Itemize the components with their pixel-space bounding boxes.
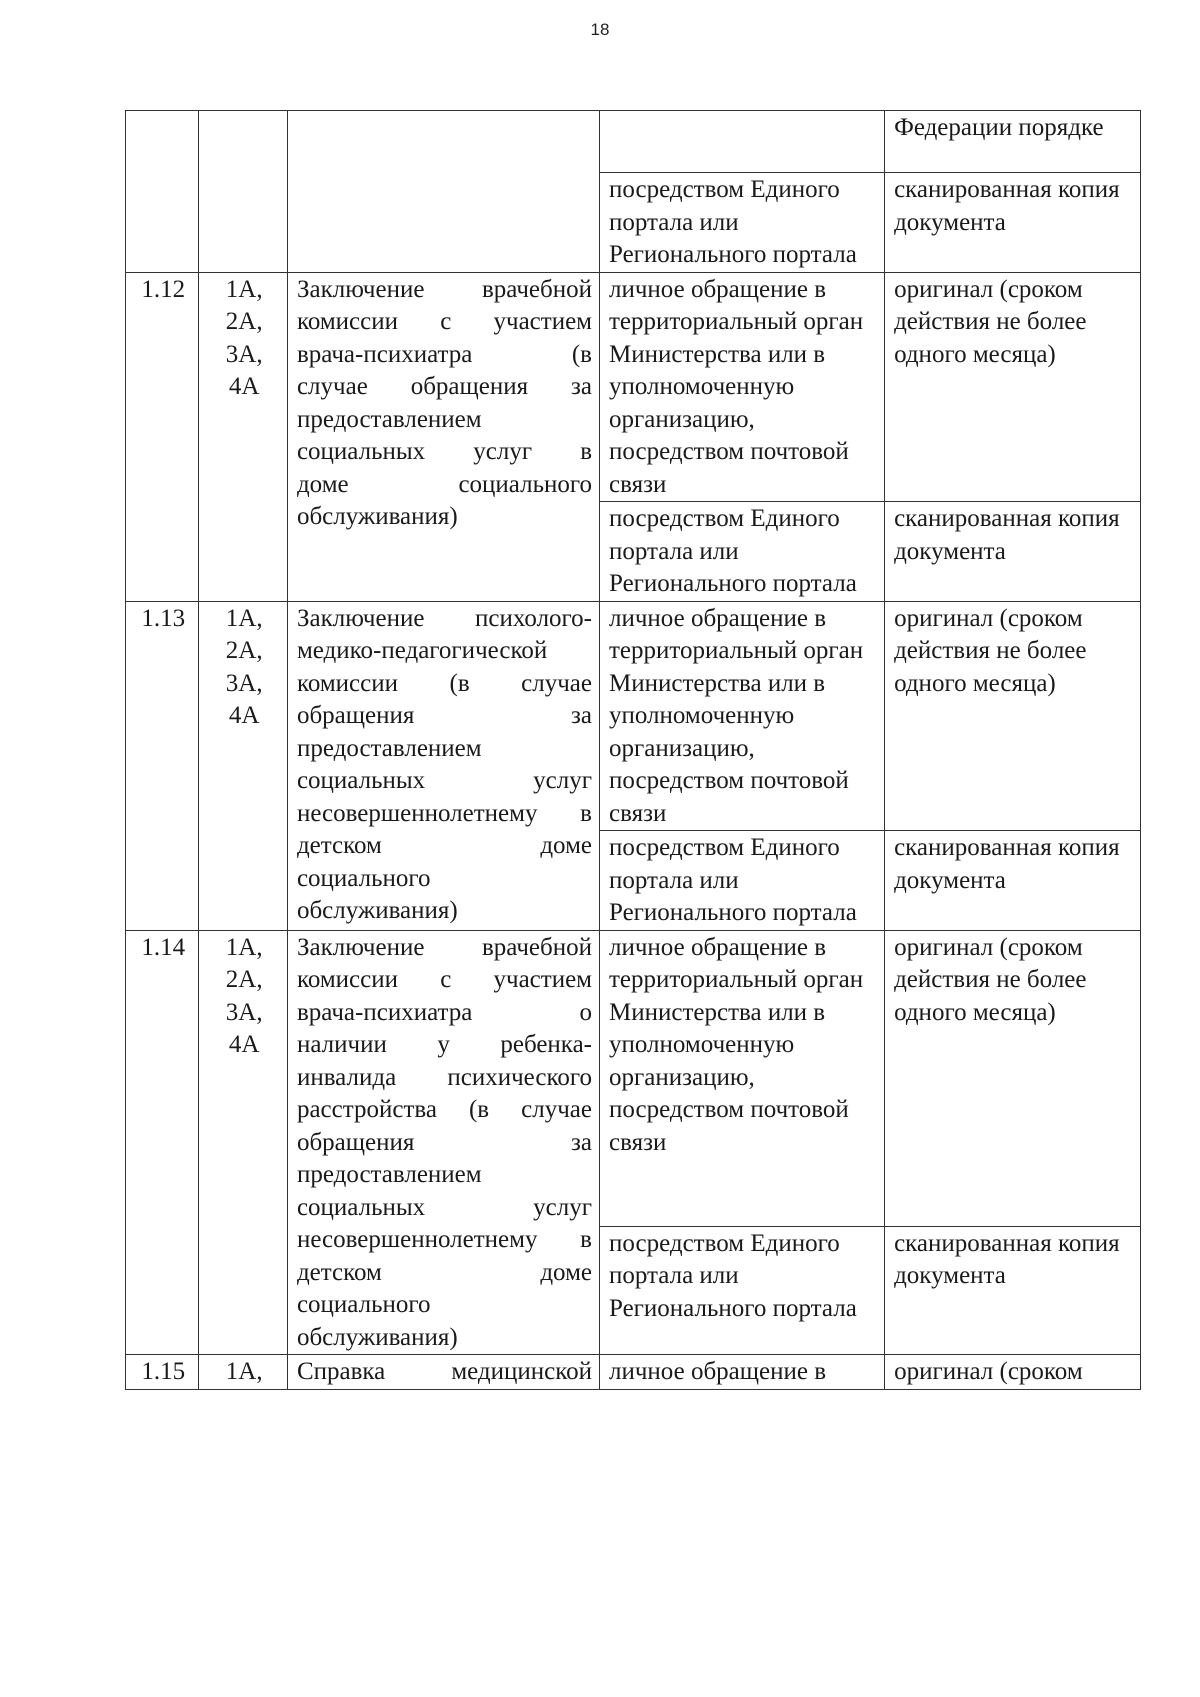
continuation-doc-cell [287, 111, 599, 273]
portal-form-cell: сканированная копия документа [885, 1226, 1141, 1354]
group-code: 1А, [225, 275, 263, 303]
document-name-line: предоставлением [296, 405, 482, 433]
document-name [287, 930, 599, 1355]
document-name-line: предоставлением [296, 734, 482, 762]
document-name-line: обращения за [296, 1128, 592, 1156]
group-code: 1А, [225, 604, 263, 632]
continuation-row [126, 111, 1141, 173]
document-name-line: комиссии (в случае [296, 669, 592, 697]
document-name-line: социального [296, 1291, 431, 1318]
group-code: 4А [228, 702, 260, 729]
row-groups: 1А, [199, 1355, 288, 1390]
document-name-line: социального [296, 864, 431, 892]
row-number: 1.14 [126, 930, 199, 1355]
personal-method-cell: личное обращение в территориальный орган Министерства или в уполномоченную организацию, посредством почтовой связи [600, 272, 885, 502]
document-name-line: детском доме [296, 832, 592, 859]
documents-table [125, 110, 1141, 1390]
document-name-line: случае обращения за [296, 373, 592, 400]
document-name-line: комиссии с участием [296, 308, 592, 335]
page-number: 18 [590, 20, 610, 39]
document-name-line: обслуживания) [296, 1323, 458, 1351]
personal-form-cell: оригинал (сроком [885, 1355, 1141, 1390]
portal-form-cell: сканированная копия документа [885, 173, 1141, 273]
group-code: 3А, [225, 669, 263, 697]
portal-form-cell: сканированная копия документа [885, 831, 1141, 931]
document-name-line: комиссии с участием [296, 966, 592, 993]
table-row [126, 930, 1141, 1226]
document-name-line: предоставлением [296, 1161, 482, 1188]
row-groups [199, 601, 288, 930]
group-code: 2А, [225, 966, 263, 993]
personal-method-cell: личное обращение в территориальный орган Министерства или в уполномоченную организацию, посредством почтовой связи [600, 601, 885, 831]
document-name-line: социальных услуг [296, 1193, 592, 1221]
portal-method-cell: посредством Единого портала или Регионального портала [600, 1226, 885, 1354]
document-name [287, 1355, 599, 1390]
group-code: 2А, [225, 308, 263, 335]
row-number: 1.12 [126, 272, 199, 601]
table-row [126, 272, 1141, 502]
personal-method-cell: личное обращение в [600, 1355, 885, 1390]
document-name [287, 272, 599, 601]
row-number: 1.15 [126, 1355, 199, 1390]
group-code: 4А [228, 373, 260, 400]
document-name-line: обслуживания) [296, 897, 458, 924]
portal-method-cell: посредством Единого портала или Регионального портала [600, 831, 885, 931]
personal-method-cell: личное обращение в территориальный орган Министерства или в уполномоченную организацию, посредством почтовой связи [600, 930, 885, 1226]
group-code: 3А, [225, 998, 263, 1026]
document-name-line: социальных услуг [296, 767, 592, 794]
row-groups [199, 930, 288, 1355]
continuation-form-cell: Федерации порядке [885, 111, 1141, 173]
document-name-line: несовершеннолетнему в [296, 799, 592, 827]
personal-form-cell: оригинал (сроком действия не более одного месяца) [885, 930, 1141, 1226]
personal-form-cell: оригинал (сроком действия не более одного месяца) [885, 272, 1141, 502]
document-name-line: врача-психиатра (в [296, 340, 592, 368]
document-name-line: врача-психиатра о [296, 998, 592, 1026]
document-name-line: медико-педагогической [296, 637, 548, 664]
table-row-last [126, 1355, 1141, 1390]
document-name-line: обслуживания) [296, 503, 458, 530]
portal-method-cell: посредством Единого портала или Регионального портала [600, 173, 885, 273]
continuation-groups-cell [199, 111, 288, 273]
group-code: 2А, [225, 637, 263, 664]
document-name-line: доме социального [296, 470, 592, 498]
document-name-line: инвалида психического [296, 1063, 592, 1091]
personal-form-cell: оригинал (сроком действия не более одного месяца) [885, 601, 1141, 831]
group-code: 1А, [225, 933, 263, 961]
document-name-line: несовершеннолетнему в [296, 1226, 592, 1253]
table-row [126, 601, 1141, 831]
document-name-line: обращения за [296, 702, 592, 729]
row-groups [199, 272, 288, 601]
document-name-line: Заключение врачебной [296, 933, 592, 961]
document-name [287, 601, 599, 930]
group-code: 4А [228, 1031, 260, 1058]
continuation-method-cell [600, 111, 885, 173]
group-code: 3А, [225, 340, 263, 368]
document-name-line: детском доме [296, 1258, 592, 1286]
document-name-line: Справка медицинской [296, 1358, 592, 1385]
document-name-line: Заключение врачебной [296, 275, 592, 303]
continuation-num-cell [126, 111, 199, 273]
row-number: 1.13 [126, 601, 199, 930]
document-name-line: расстройства (в случае [296, 1096, 592, 1123]
portal-method-cell: посредством Единого портала или Регионального портала [600, 502, 885, 602]
document-name-line: Заключение психолого- [296, 604, 592, 632]
document-name-line: наличии у ребенка- [296, 1031, 592, 1058]
document-name-line: социальных услуг в [296, 438, 592, 465]
portal-form-cell: сканированная копия документа [885, 502, 1141, 602]
